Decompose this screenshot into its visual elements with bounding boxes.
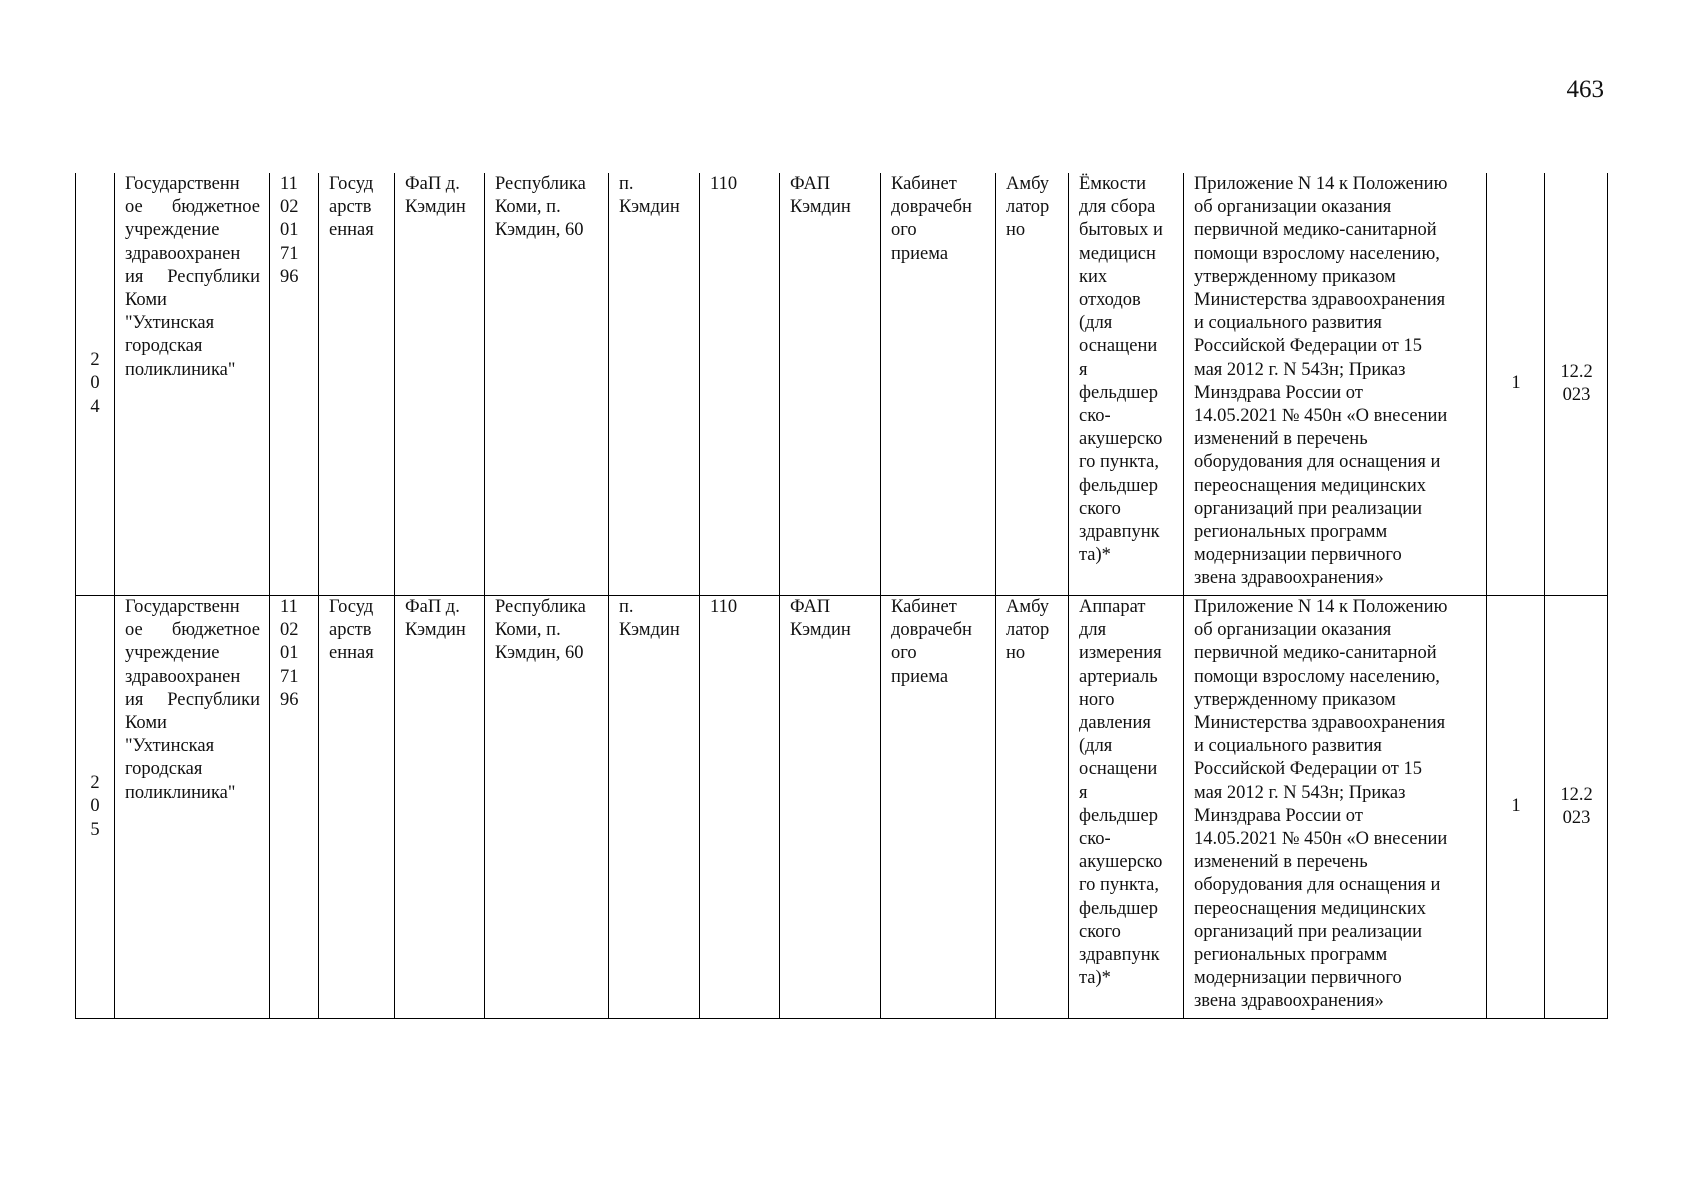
equipment-line: акушерско (1079, 429, 1163, 450)
ownership-line: арств (329, 197, 372, 218)
equipment-line: ско- (1079, 829, 1111, 850)
ownership-cell (319, 173, 395, 596)
basis-line: переоснащения медицинских (1194, 898, 1427, 919)
basis-line: оборудования для оснащения и (1194, 452, 1441, 473)
settlement-cell (609, 173, 700, 596)
code-line: 01 (280, 643, 299, 664)
basis-line: об организации оказания (1194, 620, 1392, 641)
basis-line: звена здравоохранения» (1194, 568, 1384, 589)
care-type-line: Амбу (1006, 174, 1050, 194)
code-line: 96 (280, 689, 299, 710)
basis-line: переоснащения медицинских (1194, 475, 1427, 496)
code-110-cell (700, 596, 780, 1019)
organization-cell (115, 173, 270, 596)
care-type-line: латор (1006, 620, 1050, 641)
settlement-cell (609, 596, 700, 1019)
date-cell (1545, 596, 1608, 1019)
equipment-line: та)* (1079, 968, 1111, 989)
care-type-line: но (1006, 220, 1026, 241)
unit-cell (780, 596, 881, 1019)
code-110-text: 110 (710, 174, 738, 194)
unit-cell (780, 173, 881, 596)
room-line: ого (891, 643, 917, 664)
equipment-line: ного (1079, 689, 1115, 710)
basis-line: организаций при реализации (1194, 498, 1423, 519)
code-line: 71 (280, 666, 299, 687)
code-line: 11 (280, 174, 298, 194)
care-type-cell (996, 173, 1069, 596)
equipment-line: я (1079, 359, 1088, 380)
ownership-line: енная (329, 643, 374, 664)
quantity-cell (1487, 173, 1545, 596)
equipment-line: здравпунк (1079, 522, 1160, 543)
basis-line: 14.05.2021 № 450н «О внесении (1194, 406, 1448, 427)
address-line: Кэмдин, 60 (495, 643, 584, 664)
basis-line: Приложение N 14 к Положению (1194, 174, 1448, 194)
equipment-line: (для (1079, 313, 1113, 334)
equipment-line: фельдшер (1079, 898, 1158, 919)
table-row (76, 173, 1608, 596)
ownership-line: арств (329, 620, 372, 641)
care-type-line: но (1006, 643, 1026, 664)
address-cell (485, 596, 609, 1019)
equipment-line: Ёмкости (1079, 174, 1146, 194)
address-cell (485, 173, 609, 596)
code-line: 71 (280, 243, 299, 264)
legal-basis-cell (1184, 173, 1487, 596)
code-line: 01 (280, 220, 299, 241)
equipment-register-table (75, 173, 1608, 1019)
basis-line: об организации оказания (1194, 197, 1392, 218)
organization-line: учреждение (125, 643, 220, 664)
equipment-line: оснащени (1079, 759, 1158, 780)
equipment-line: Аппарат (1079, 597, 1146, 617)
basis-line: Министерства здравоохранения (1194, 290, 1446, 311)
equipment-line: го пункта, (1079, 875, 1159, 896)
basis-line: организаций при реализации (1194, 921, 1423, 942)
basis-line: Министерства здравоохранения (1194, 713, 1446, 734)
code-cell (270, 596, 319, 1019)
basis-line: изменений в перечень (1194, 852, 1368, 873)
basis-line: Минздрава России от (1194, 382, 1363, 403)
organization-line: ое бюджетное (125, 620, 260, 641)
equipment-line: давления (1079, 713, 1151, 734)
organization-line: городская (125, 759, 203, 780)
care-type-line: латор (1006, 197, 1050, 218)
date-line: 12.2 (1560, 784, 1593, 805)
date-cell (1545, 173, 1608, 596)
number-line: 2 (90, 773, 100, 794)
organization-line: здравоохранен (125, 666, 241, 687)
basis-line: помощи взрослому населению, (1194, 243, 1440, 264)
organization-line: Коми (125, 713, 167, 734)
row-number-cell (76, 596, 115, 1019)
facility-line: ФаП д. (405, 597, 460, 617)
organization-line: Государственн (125, 174, 240, 194)
equipment-line: ких (1079, 266, 1108, 287)
equipment-line: здравпунк (1079, 945, 1160, 966)
equipment-line: отходов (1079, 290, 1141, 311)
facility-line: Кэмдин (405, 197, 466, 218)
code-line: 96 (280, 266, 299, 287)
basis-line: модернизации первичного (1194, 968, 1402, 989)
row-number-cell (76, 173, 115, 596)
basis-line: помощи взрослому населению, (1194, 666, 1440, 687)
number-line: 0 (90, 796, 100, 817)
facility-cell (395, 173, 485, 596)
room-line: Кабинет (891, 174, 957, 194)
unit-line: ФАП (790, 174, 831, 194)
number-line: 5 (90, 819, 100, 840)
equipment-line: фельдшер (1079, 382, 1158, 403)
legal-basis-cell (1184, 596, 1487, 1019)
facility-line: ФаП д. (405, 174, 460, 194)
basis-line: изменений в перечень (1194, 429, 1368, 450)
unit-line: Кэмдин (790, 197, 851, 218)
equipment-line: фельдшер (1079, 475, 1158, 496)
number-line: 2 (90, 350, 100, 371)
basis-line: Российской Федерации от 15 (1194, 336, 1423, 357)
equipment-line: измерения (1079, 643, 1162, 664)
organization-line: городская (125, 336, 203, 357)
equipment-line: ского (1079, 498, 1121, 519)
equipment-line: артериаль (1079, 666, 1158, 687)
organization-line: учреждение (125, 220, 220, 241)
ownership-line: Госуд (329, 174, 374, 194)
equipment-line: для сбора (1079, 197, 1156, 218)
quantity-cell (1487, 596, 1545, 1019)
room-line: приема (891, 243, 949, 264)
page-number: 463 (1566, 76, 1604, 103)
ownership-line: Госуд (329, 597, 374, 617)
date-line: 023 (1562, 808, 1591, 828)
date-line: 023 (1562, 385, 1591, 405)
care-type-line: Амбу (1006, 597, 1050, 617)
basis-line: 14.05.2021 № 450н «О внесении (1194, 829, 1448, 850)
unit-line: Кэмдин (790, 620, 851, 641)
basis-line: региональных программ (1194, 522, 1388, 543)
basis-line: мая 2012 г. N 543н; Приказ (1194, 359, 1406, 380)
equipment-line: та)* (1079, 545, 1111, 566)
equipment-line: ского (1079, 921, 1121, 942)
organization-line: ия Республики (125, 266, 260, 287)
basis-line: Минздрава России от (1194, 805, 1363, 826)
code-line: 02 (280, 620, 299, 641)
unit-line: ФАП (790, 597, 831, 617)
equipment-line: го пункта, (1079, 452, 1159, 473)
room-line: доврачебн (891, 197, 972, 218)
basis-line: региональных программ (1194, 945, 1388, 966)
room-line: приема (891, 666, 949, 687)
equipment-line: медицисн (1079, 243, 1156, 264)
basis-line: первичной медико-санитарной (1194, 220, 1437, 241)
address-line: Республика (495, 597, 586, 617)
ownership-cell (319, 596, 395, 1019)
equipment-line: я (1079, 782, 1088, 803)
room-line: ого (891, 220, 917, 241)
code-110-text: 110 (710, 597, 738, 617)
code-110-cell (700, 173, 780, 596)
equipment-line: (для (1079, 736, 1113, 757)
equipment-cell (1069, 173, 1184, 596)
quantity-text: 1 (1511, 373, 1521, 394)
code-cell (270, 173, 319, 596)
ownership-line: енная (329, 220, 374, 241)
basis-line: утвержденному приказом (1194, 266, 1396, 287)
organization-line: Государственн (125, 597, 240, 617)
address-line: Коми, п. (495, 197, 561, 218)
settlement-line: Кэмдин (619, 620, 680, 641)
number-line: 4 (90, 396, 100, 417)
equipment-line: ско- (1079, 406, 1111, 427)
room-cell (881, 596, 996, 1019)
organization-line: Коми (125, 290, 167, 311)
room-cell (881, 173, 996, 596)
organization-line: поликлиника" (125, 359, 236, 380)
basis-line: модернизации первичного (1194, 545, 1402, 566)
facility-cell (395, 596, 485, 1019)
settlement-line: п. (619, 174, 634, 194)
basis-line: Приложение N 14 к Положению (1194, 597, 1448, 617)
equipment-line: фельдшер (1079, 805, 1158, 826)
basis-line: и социального развития (1194, 736, 1382, 757)
equipment-line: оснащени (1079, 336, 1158, 357)
organization-line: ия Республики (125, 689, 260, 710)
organization-line: поликлиника" (125, 782, 236, 803)
address-line: Коми, п. (495, 620, 561, 641)
room-line: доврачебн (891, 620, 972, 641)
address-line: Кэмдин, 60 (495, 220, 584, 241)
organization-line: "Ухтинская (125, 313, 215, 334)
code-line: 11 (280, 597, 298, 617)
basis-line: утвержденному приказом (1194, 689, 1396, 710)
number-line: 0 (90, 373, 100, 394)
settlement-line: Кэмдин (619, 197, 680, 218)
basis-line: мая 2012 г. N 543н; Приказ (1194, 782, 1406, 803)
equipment-line: акушерско (1079, 852, 1163, 873)
equipment-cell (1069, 596, 1184, 1019)
date-line: 12.2 (1560, 361, 1593, 382)
address-line: Республика (495, 174, 586, 194)
equipment-line: бытовых и (1079, 220, 1163, 241)
room-line: Кабинет (891, 597, 957, 617)
organization-line: здравоохранен (125, 243, 241, 264)
settlement-line: п. (619, 597, 634, 617)
care-type-cell (996, 596, 1069, 1019)
organization-line: "Ухтинская (125, 736, 215, 757)
facility-line: Кэмдин (405, 620, 466, 641)
basis-line: и социального развития (1194, 313, 1382, 334)
organization-line: ое бюджетное (125, 197, 260, 218)
basis-line: звена здравоохранения» (1194, 991, 1384, 1012)
table-row (76, 596, 1608, 1019)
quantity-text: 1 (1511, 796, 1521, 817)
basis-line: Российской Федерации от 15 (1194, 759, 1423, 780)
code-line: 02 (280, 197, 299, 218)
basis-line: первичной медико-санитарной (1194, 643, 1437, 664)
equipment-line: для (1079, 620, 1107, 641)
basis-line: оборудования для оснащения и (1194, 875, 1441, 896)
organization-cell (115, 596, 270, 1019)
